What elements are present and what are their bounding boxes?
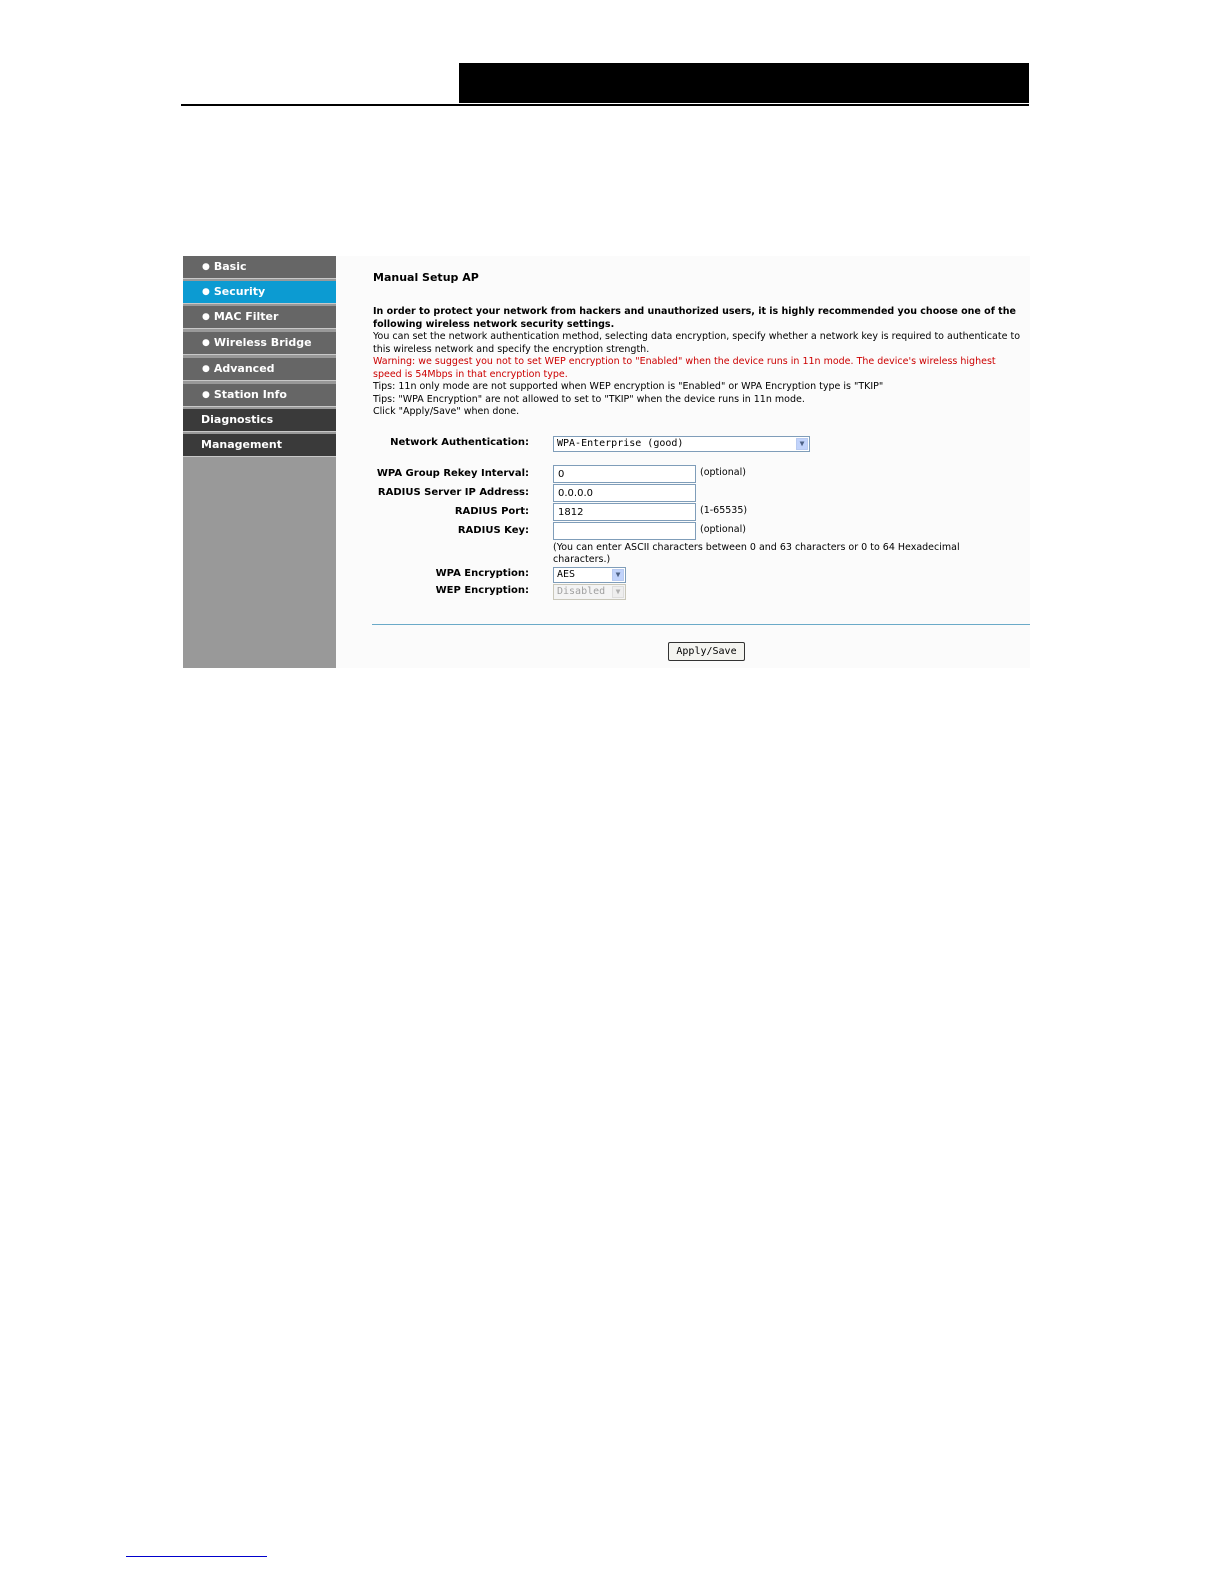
radius-port-label: RADIUS Port: (454, 506, 529, 517)
bullet-icon: ● (202, 364, 210, 374)
sidebar-item-label: MAC Filter (213, 310, 279, 323)
rekey-interval-hint: (optional) (700, 467, 746, 478)
document-header-bar (459, 63, 1029, 103)
sidebar (183, 256, 336, 668)
bullet-icon: ● (202, 338, 210, 348)
sidebar-item-label: Station Info (213, 388, 287, 401)
sidebar-item-advanced[interactable] (183, 358, 336, 381)
wpa-encryption-select[interactable] (553, 567, 626, 583)
footer-link-underline (126, 1556, 267, 1557)
wpa-encryption-label: WPA Encryption: (435, 568, 529, 579)
radius-key-hint: (optional) (700, 524, 746, 535)
intro-bold-text: In order to protect your network from hackers and unauthorized users, it is highly recommended you choose one of the following wireless network security settings. (373, 306, 1016, 330)
router-config-screenshot (183, 256, 1030, 668)
rekey-interval-label: WPA Group Rekey Interval: (376, 468, 529, 479)
radius-port-hint: (1-65535) (700, 505, 748, 516)
sidebar-item-label: Advanced (213, 362, 275, 375)
radius-port-input[interactable] (553, 503, 696, 521)
chevron-down-icon[interactable]: ▼ (796, 438, 808, 450)
sidebar-item-label: Wireless Bridge (213, 336, 312, 349)
wep-encryption-select (553, 584, 626, 600)
network-auth-value: WPA-Enterprise (good) (557, 438, 684, 449)
tip-text-1: Tips: 11n only mode are not supported when WEP encryption is "Enabled" or WPA Encryption type is "TKIP" (373, 381, 884, 392)
document-header-rule (181, 104, 1029, 106)
radius-ip-label: RADIUS Server IP Address: (377, 487, 529, 498)
sidebar-item-mac-filter[interactable] (183, 306, 336, 329)
sidebar-item-label: Diagnostics (201, 413, 274, 426)
chevron-down-icon[interactable]: ▼ (612, 569, 624, 581)
sidebar-item-basic[interactable] (183, 256, 336, 279)
tip-text-2: Tips: "WPA Encryption" are not allowed to set to "TKIP" when the device runs in 11n mode. (373, 393, 805, 405)
sidebar-item-label: Basic (213, 260, 247, 273)
page-title: Manual Setup AP (373, 271, 479, 284)
bullet-icon: ● (202, 262, 210, 272)
sidebar-item-station-info[interactable] (183, 384, 336, 407)
network-auth-label: Network Authentication: (390, 437, 529, 448)
wep-encryption-value: Disabled (557, 586, 606, 597)
sidebar-item-security[interactable] (183, 281, 336, 304)
key-length-hint: (You can enter ASCII characters between 0 and 63 characters or 0 to 64 Hexadecimal characters.) (553, 542, 960, 565)
intro-text: You can set the network authentication method, selecting data encryption, specify whether a network key is required to authenticate to this wireless network and specify the encryption strength. (373, 331, 1021, 355)
sidebar-item-label: Management (201, 438, 282, 451)
wep-encryption-label: WEP Encryption: (435, 585, 529, 596)
bullet-icon: ● (202, 287, 210, 297)
chevron-down-icon: ▼ (612, 586, 624, 598)
section-divider (372, 624, 1030, 625)
wpa-encryption-value: AES (557, 569, 576, 580)
rekey-interval-input[interactable] (553, 465, 696, 483)
radius-key-input[interactable] (553, 522, 696, 540)
apply-save-button[interactable]: Apply/Save (668, 642, 745, 661)
sidebar-item-wireless-bridge[interactable] (183, 332, 336, 355)
network-auth-select[interactable] (553, 436, 810, 452)
bullet-icon: ● (202, 390, 210, 400)
click-note-text: Click "Apply/Save" when done. (373, 406, 520, 417)
radius-key-label: RADIUS Key: (457, 525, 529, 536)
main-panel (336, 256, 1030, 668)
sidebar-item-management[interactable] (183, 434, 336, 457)
sidebar-item-label: Security (213, 285, 266, 298)
warning-text: Warning: we suggest you not to set WEP encryption to "Enabled" when the device runs in 11n mode. The device's wireless highest speed is 54Mbps in that encryption type. (373, 356, 996, 380)
sidebar-item-diagnostics[interactable] (183, 409, 336, 432)
radius-ip-input[interactable] (553, 484, 696, 502)
bullet-icon: ● (202, 312, 210, 322)
